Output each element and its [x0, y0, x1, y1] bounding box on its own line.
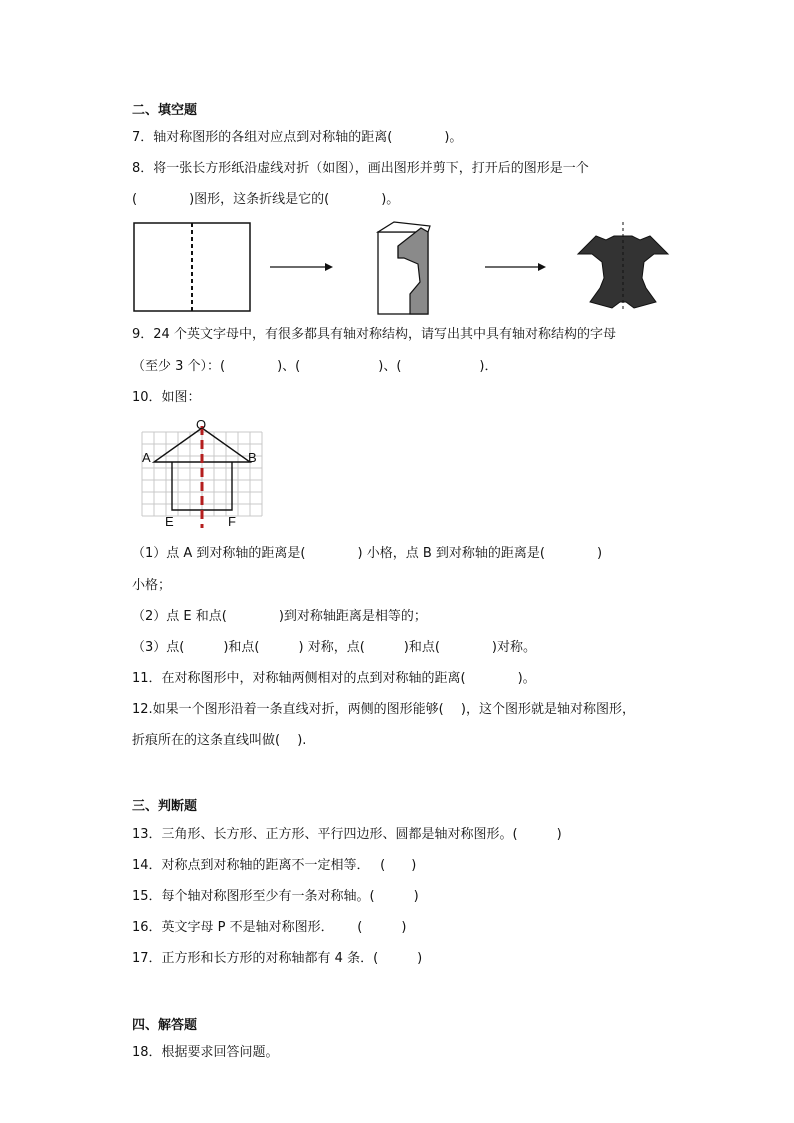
- section-heading-answer: 四、解答题: [132, 1018, 198, 1033]
- question-18: 18．根据要求回答问题。: [132, 1045, 279, 1060]
- unfolded-symmetric-shape: [578, 222, 668, 312]
- question-16: 16．英文字母 P 不是轴对称图形． ( ): [132, 920, 407, 935]
- folded-paper-cut: [378, 222, 430, 314]
- question-8-line-2: ( )图形，这条折线是它的( )。: [132, 192, 400, 207]
- question-10-part-3: （3）点( )和点( ) 对称，点( )和点( )对称。: [132, 640, 536, 655]
- label-f: F: [228, 514, 236, 529]
- question-11: 11．在对称图形中，对称轴两侧相对的点到对称轴的距离( )。: [132, 671, 536, 686]
- question-14: 14．对称点到对称轴的距离不一定相等． ( ): [132, 858, 417, 873]
- question-7: 7．轴对称图形的各组对应点到对称轴的距离( )。: [132, 130, 463, 145]
- question-10-grid-figure: [138, 416, 266, 531]
- label-o: O: [196, 417, 207, 432]
- question-8-figure: [130, 218, 675, 318]
- section-heading-fill-in: 二、填空题: [132, 103, 198, 118]
- question-17: 17．正方形和长方形的对称轴都有 4 条．( ): [132, 951, 423, 966]
- label-b: B: [248, 450, 257, 465]
- question-12-line-1: 12.如果一个图形沿着一条直线对折，两侧的图形能够( )，这个图形就是轴对称图形，: [132, 702, 635, 717]
- question-10-part-1a: （1）点 A 到对称轴的距离是( ) 小格，点 B 到对称轴的距离是( ): [132, 546, 603, 561]
- section-heading-true-false: 三、判断题: [132, 799, 198, 814]
- question-10: 10．如图：: [132, 390, 201, 405]
- label-a: A: [142, 450, 151, 465]
- arrow-right-icon: [270, 263, 333, 271]
- question-9-line-1: 9．24 个英文字母中，有很多都具有轴对称结构，请写出其中具有轴对称结构的字母: [132, 327, 616, 342]
- question-9-line-2: （至少 3 个）：( )、( )、( )．: [132, 359, 498, 374]
- question-13: 13．三角形、长方形、正方形、平行四边形、圆都是轴对称图形。( ): [132, 827, 562, 842]
- question-10-part-1b: 小格；: [132, 578, 172, 593]
- question-15: 15．每个轴对称图形至少有一条对称轴。( ): [132, 889, 419, 904]
- question-10-part-2: （2）点 E 和点( )到对称轴距离是相等的；: [132, 609, 427, 624]
- question-8-line-1: 8．将一张长方形纸沿虚线对折（如图），画出图形并剪下，打开后的图形是一个: [132, 161, 589, 176]
- question-12-line-2: 折痕所在的这条直线叫做( ).: [132, 733, 307, 748]
- arrow-right-icon: [485, 263, 546, 271]
- label-e: E: [165, 514, 174, 529]
